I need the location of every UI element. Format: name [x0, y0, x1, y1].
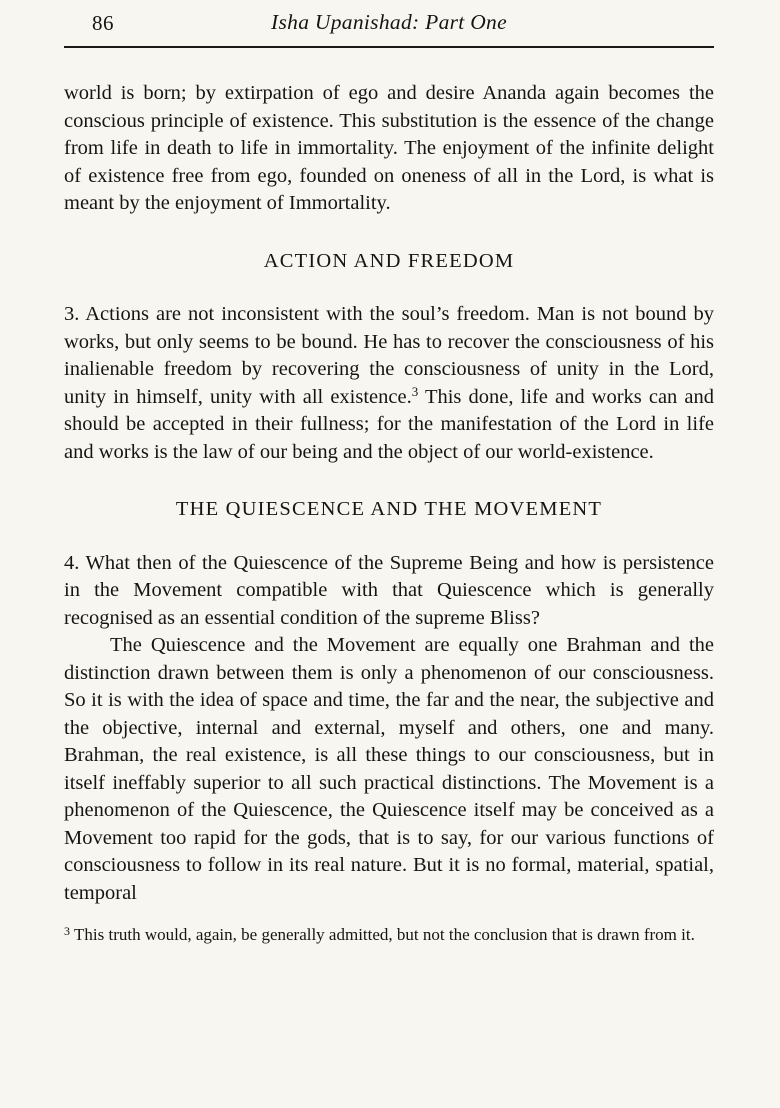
paragraph-3 [64, 301, 714, 466]
page-header [64, 10, 714, 42]
section-heading-action-and-freedom: ACTION AND FREEDOM [263, 249, 515, 272]
footnote-text: This truth would, again, be generally admitted, but not the conclusion that is drawn from it. [74, 925, 695, 944]
section-heading-quiescence-and-movement: THE QUIESCENCE AND THE MOVEMENT [175, 498, 603, 520]
footnote [64, 923, 714, 946]
footnote-reference: 3 [411, 383, 419, 399]
page-number: 86 [92, 11, 114, 35]
running-title: Isha Upanishad: Part One [271, 10, 507, 34]
paragraph-4: 4. What then of the Quiescence of the Supreme Being and how is persistence in the Movement compatible with that Quiescence which is generally recognised as an essential condition of the supreme Bliss? [64, 551, 714, 629]
paragraph-5: The Quiescence and the Movement are equally one Brahman and the distinction drawn between them is only a phenomenon of our consciousness. So it is with the idea of space and time, the far and the near, the subjective and the objective, internal and external, myself and others, one and many. Brahman, the real existence, is all these things to our consciousness, but in itself ineffably superior to all such practical distinctions. The Movement is a phenomenon of the Quiescence, the Quiescence itself may be conceived as a Movement too rapid for the gods, that is to say, for our various functions of consciousness to follow in its real nature. But it is no formal, material, spatial, temporal [64, 634, 714, 904]
paragraph-3-continued: This done, life and works can and should be accepted in their fullness; for the manifestation of the Lord in life and works is the law of our being and the object of our world-existence. [64, 385, 715, 463]
paragraph-3-text: 3. Actions are not inconsistent with the soul’s freedom. Man is not bound by works, but only seems to be bound. He has to recover the consciousness of his inalienable freedom by recovering the consciousness of unity in the Lord, unity in himself, unity with all existence. [64, 303, 714, 408]
page-body [64, 80, 714, 907]
header-rule [64, 46, 714, 48]
paragraph-continuation: world is born; by extirpation of ego and desire Ananda again becomes the conscious principle of existence. This substitution is the essence of the change from life in death to life in immortality. The enjoyment of the infinite delight of existence free from ego, founded on oneness of all in the Lord, is what is meant by the enjoyment of Immortality. [64, 82, 714, 214]
footnote-marker: 3 [64, 924, 70, 938]
